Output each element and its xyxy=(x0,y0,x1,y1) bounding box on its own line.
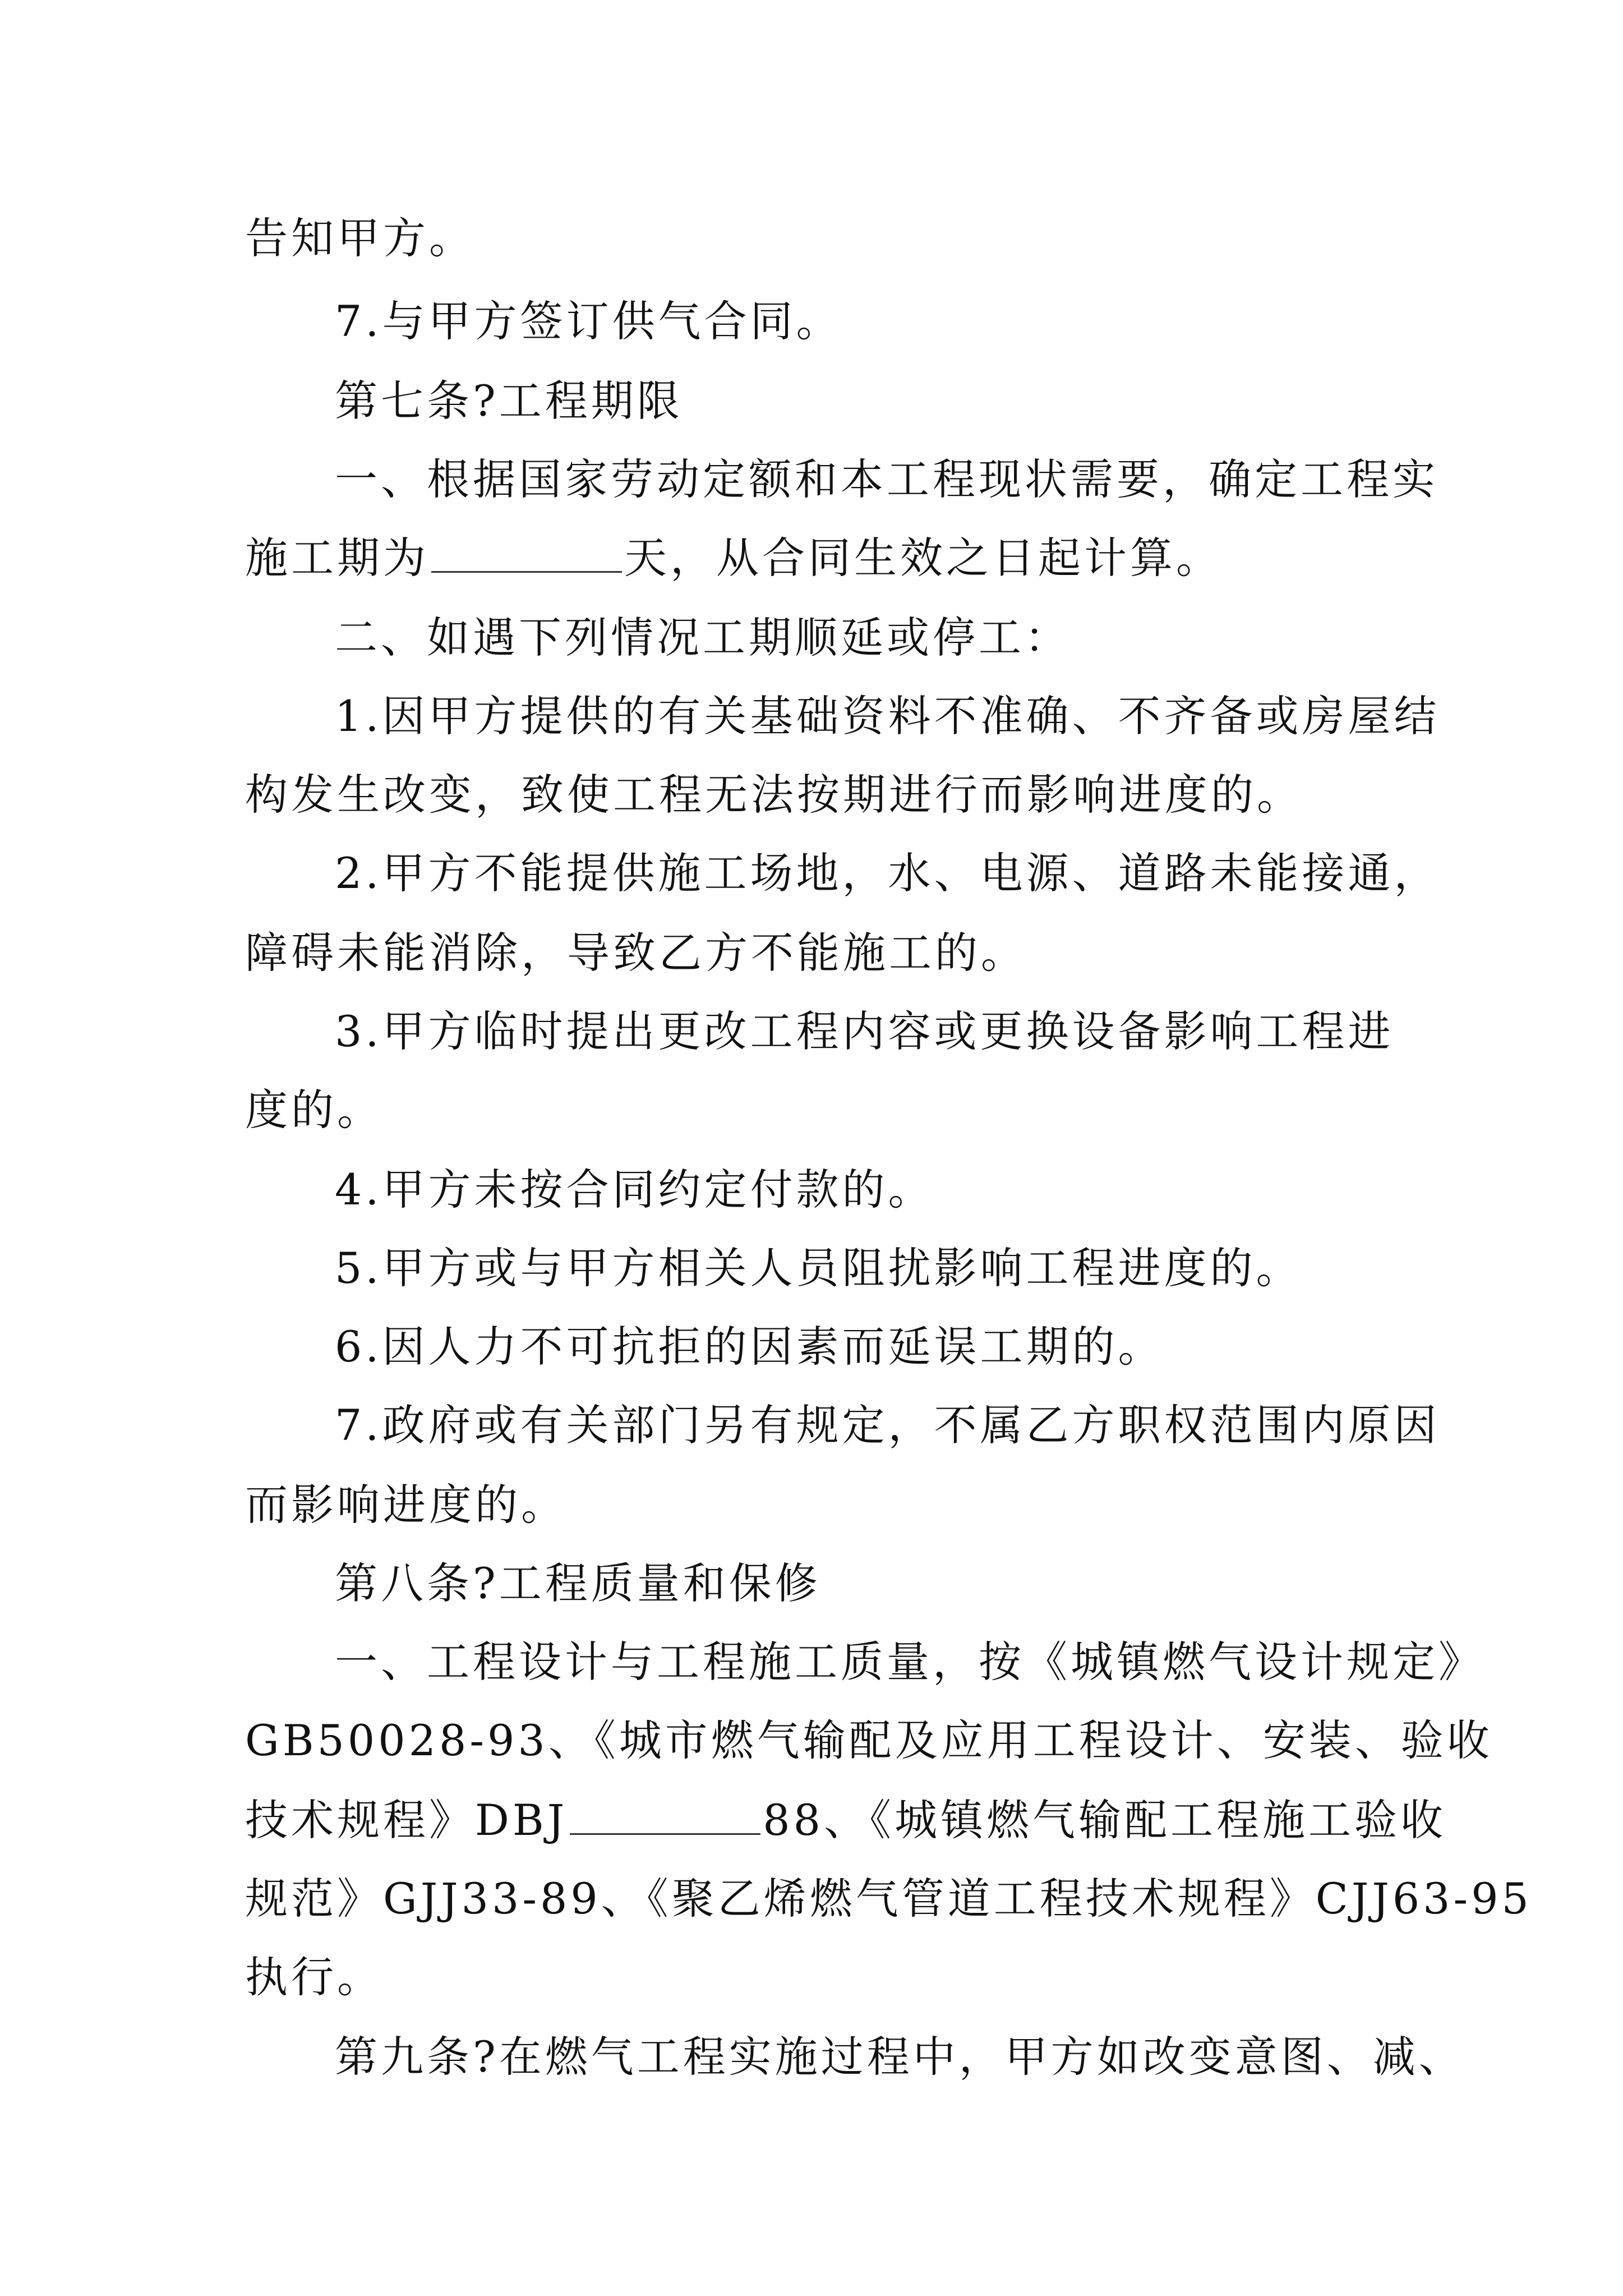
text-line: 一、工程设计与工程施工质量，按《城镇燃气设计规定》 xyxy=(335,1637,1484,1687)
text-segment: 88、《城镇燃气输配工程施工验收 xyxy=(763,1795,1446,1845)
section-heading: 第八条?工程质量和保修 xyxy=(335,1558,821,1608)
text-line: 一、根据国家劳动定额和本工程现状需要，确定工程实 xyxy=(335,454,1438,504)
text-line: 1.因甲方提供的有关基础资料不准确、不齐备或房屋结 xyxy=(335,691,1440,741)
text-segment: 施工期为 xyxy=(245,533,429,583)
text-line: GB50028-93、《城市燃气输配及应用工程设计、安装、验收 xyxy=(245,1715,1493,1765)
text-line: 2.甲方不能提供施工场地，水、电源、道路未能接通， xyxy=(335,848,1440,898)
text-line-with-blank xyxy=(245,1792,1446,1848)
text-segment: 技术规程》DBJ xyxy=(245,1795,568,1845)
text-line: 6.因人力不可抗拒的因素而延误工期的。 xyxy=(335,1322,1164,1372)
text-line: 二、如遇下列情况工期顺延或停工： xyxy=(335,613,1071,662)
text-line: 度的。 xyxy=(245,1085,383,1135)
text-line: 而影响进度的。 xyxy=(245,1480,567,1530)
text-line: 障碍未能消除，导致乙方不能施工的。 xyxy=(245,928,1027,978)
section-heading: 第七条?工程期限 xyxy=(335,376,683,426)
text-line: 告知甲方。 xyxy=(245,213,475,263)
text-line: 规范》GJJ33-89、《聚乙烯燃气管道工程技术规程》CJJ63-95 xyxy=(245,1874,1532,1924)
text-line: 7.与甲方签订供气合同。 xyxy=(335,296,842,346)
text-line: 5.甲方或与甲方相关人员阻扰影响工程进度的。 xyxy=(335,1243,1302,1293)
text-line: 7.政府或有关部门另有规定，不属乙方职权范围内原因 xyxy=(335,1400,1440,1450)
section-heading: 第九条?在燃气工程实施过程中，甲方如改变意图、减、 xyxy=(335,2032,1465,2082)
text-segment: 天，从合同生效之日起计算。 xyxy=(624,533,1222,583)
fill-in-blank-dbj xyxy=(570,1794,760,1835)
text-line: 构发生改变，致使工程无法按期进行而影响进度的。 xyxy=(245,770,1303,820)
fill-in-blank-days xyxy=(431,532,622,573)
text-line: 执行。 xyxy=(245,1952,383,2002)
text-line: 3.甲方临时提出更改工程内容或更换设备影响工程进 xyxy=(335,1006,1394,1056)
text-line: 4.甲方未按合同约定付款的。 xyxy=(335,1165,934,1214)
text-line-with-blank xyxy=(245,530,1222,586)
